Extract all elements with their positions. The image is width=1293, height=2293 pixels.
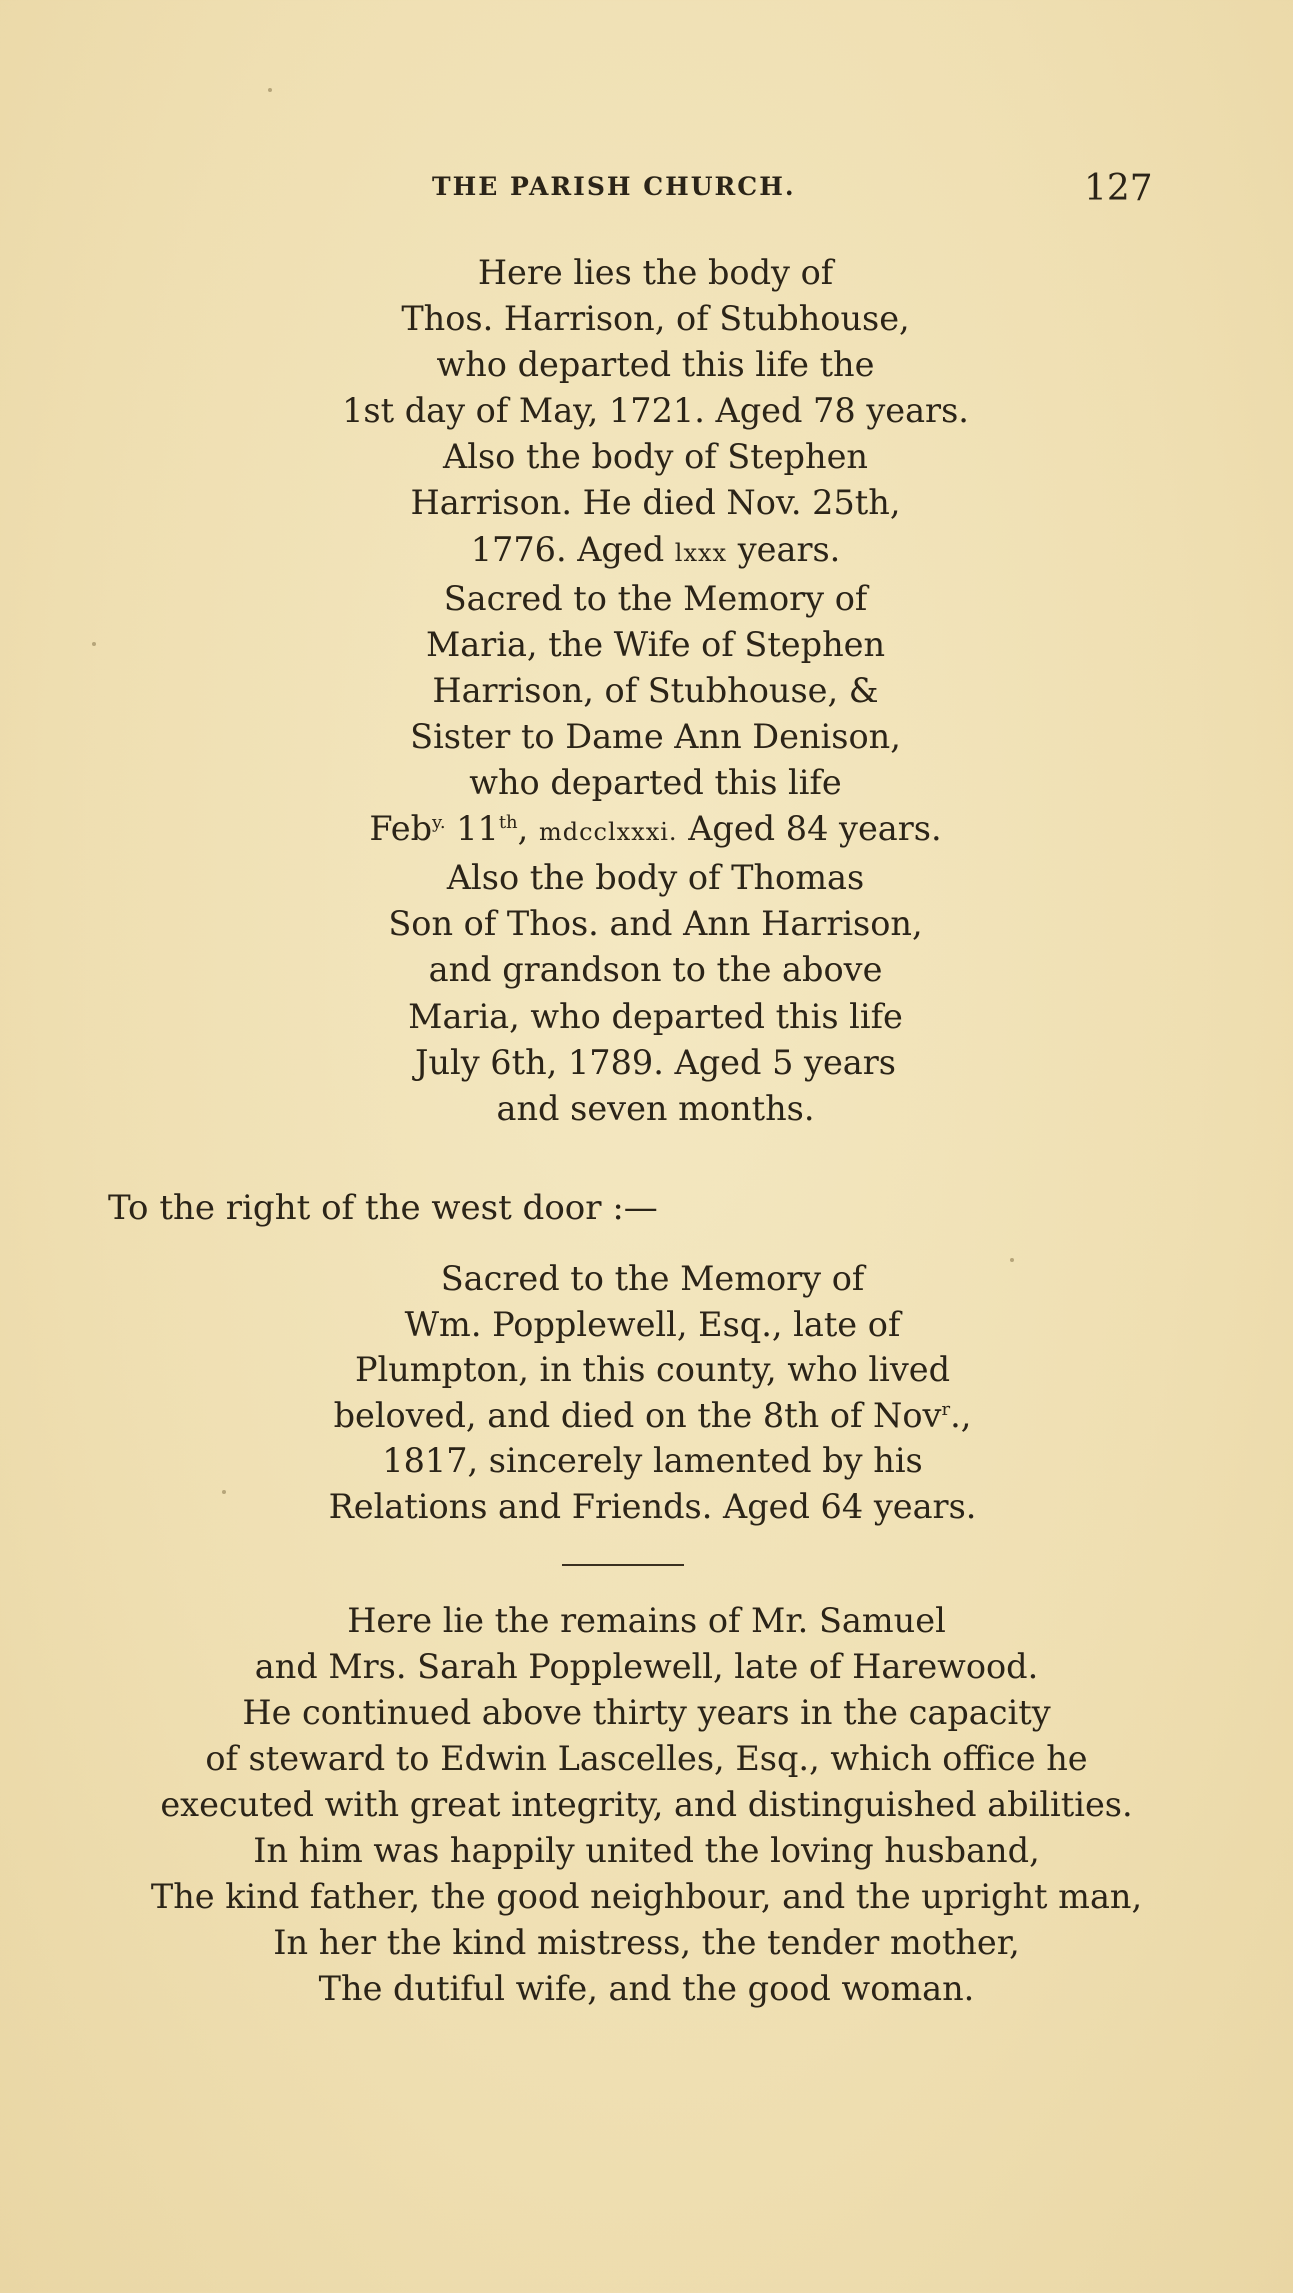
epitaph-line: 1st day of May, 1721. Aged 78 years. (342, 391, 969, 431)
epitaph-line: Maria, who departed this life (408, 996, 903, 1036)
line-text: Aged 84 years. (677, 809, 942, 849)
epitaph-line: Harrison, of Stubhouse, & (432, 670, 879, 710)
epitaph-line: Also the body of Stephen (443, 437, 868, 477)
epitaph-line: Sacred to the Memory of (443, 578, 868, 618)
epitaph-line: executed with great integrity, and distinguished abilities. (160, 1785, 1133, 1824)
epitaph-line: Maria, the Wife of Stephen (425, 624, 886, 664)
line-text: , (517, 809, 539, 849)
epitaph-line: Sacred to the Memory of (440, 1259, 865, 1298)
epitaph-line: In her the kind mistress, the tender mother, (273, 1923, 1020, 1962)
epitaph-popplewell-william (6, 1256, 1293, 1530)
epitaph-line: who departed this life (469, 763, 842, 803)
epitaph-line: 1817, sincerely lamented by his (382, 1441, 923, 1481)
epitaph-line: Here lie the remains of Mr. Samuel (347, 1601, 946, 1640)
epitaph-line: Plumpton, in this county, who lived (354, 1350, 951, 1390)
epitaph-popplewell-samuel (0, 1598, 1293, 2012)
epitaph-line: Sister to Dame Ann Denison, (410, 716, 901, 756)
superscript: y. (432, 811, 446, 833)
epitaph-line: Wm. Popplewell, Esq., late of (404, 1304, 901, 1344)
epitaph-line: who departed this life the (436, 345, 875, 385)
epitaph-line: The dutiful wife, and the good woman. (318, 1969, 975, 2008)
epitaph-line: In him was happily united the loving husband, (253, 1831, 1040, 1870)
running-title: THE PARISH CHURCH. (432, 172, 796, 201)
epitaph-line: Harrison. He died Nov. 25th, (410, 483, 901, 523)
roman-numeral: lxxx (674, 538, 728, 567)
epitaph-line (9, 527, 1293, 576)
epitaph-line (6, 1393, 1293, 1439)
epitaph-line: Also the body of Thomas (446, 858, 865, 898)
epitaph-line: and Mrs. Sarah Popplewell, late of Harewood. (254, 1647, 1039, 1686)
epitaph-line: Here lies the body of (477, 253, 834, 292)
page-number: 127 (1084, 168, 1153, 209)
epitaph-harrison (9, 250, 1293, 1132)
roman-numeral: mdcclxxxi. (538, 818, 678, 847)
line-text: 11 (445, 809, 499, 849)
superscript: th (498, 811, 518, 833)
epitaph-line: Son of Thos. and Ann Harrison, (388, 904, 923, 944)
epitaph-line: Thos. Harrison, of Stubhouse, (401, 299, 910, 339)
line-text: Feb (369, 809, 433, 849)
superscript: r (941, 1398, 951, 1420)
paper-speck (1010, 1258, 1014, 1262)
running-head (0, 168, 1293, 208)
epitaph-line: of steward to Edwin Lascelles, Esq., which office he (205, 1739, 1088, 1778)
epitaph-line: and grandson to the above (428, 950, 883, 990)
section-divider (562, 1564, 684, 1566)
line-text: beloved, and died on the 8th of Nov (333, 1395, 942, 1435)
paper-speck (268, 88, 272, 92)
line-text: 1776. Aged (470, 529, 675, 569)
epitaph-line: and seven months. (496, 1088, 815, 1128)
epitaph-line: He continued above thirty years in the capacity (242, 1693, 1051, 1732)
epitaph-line: The kind father, the good neighbour, and the upright man, (150, 1877, 1143, 1916)
paper-speck (92, 642, 96, 646)
section-heading: To the right of the west door :— (108, 1188, 658, 1228)
epitaph-line: July 6th, 1789. Aged 5 years (415, 1042, 896, 1082)
epitaph-line (9, 806, 1293, 855)
line-text: years. (727, 529, 841, 569)
epitaph-line: Relations and Friends. Aged 64 years. (328, 1486, 977, 1526)
paper-speck (222, 1490, 226, 1494)
line-text: ., (950, 1395, 972, 1435)
